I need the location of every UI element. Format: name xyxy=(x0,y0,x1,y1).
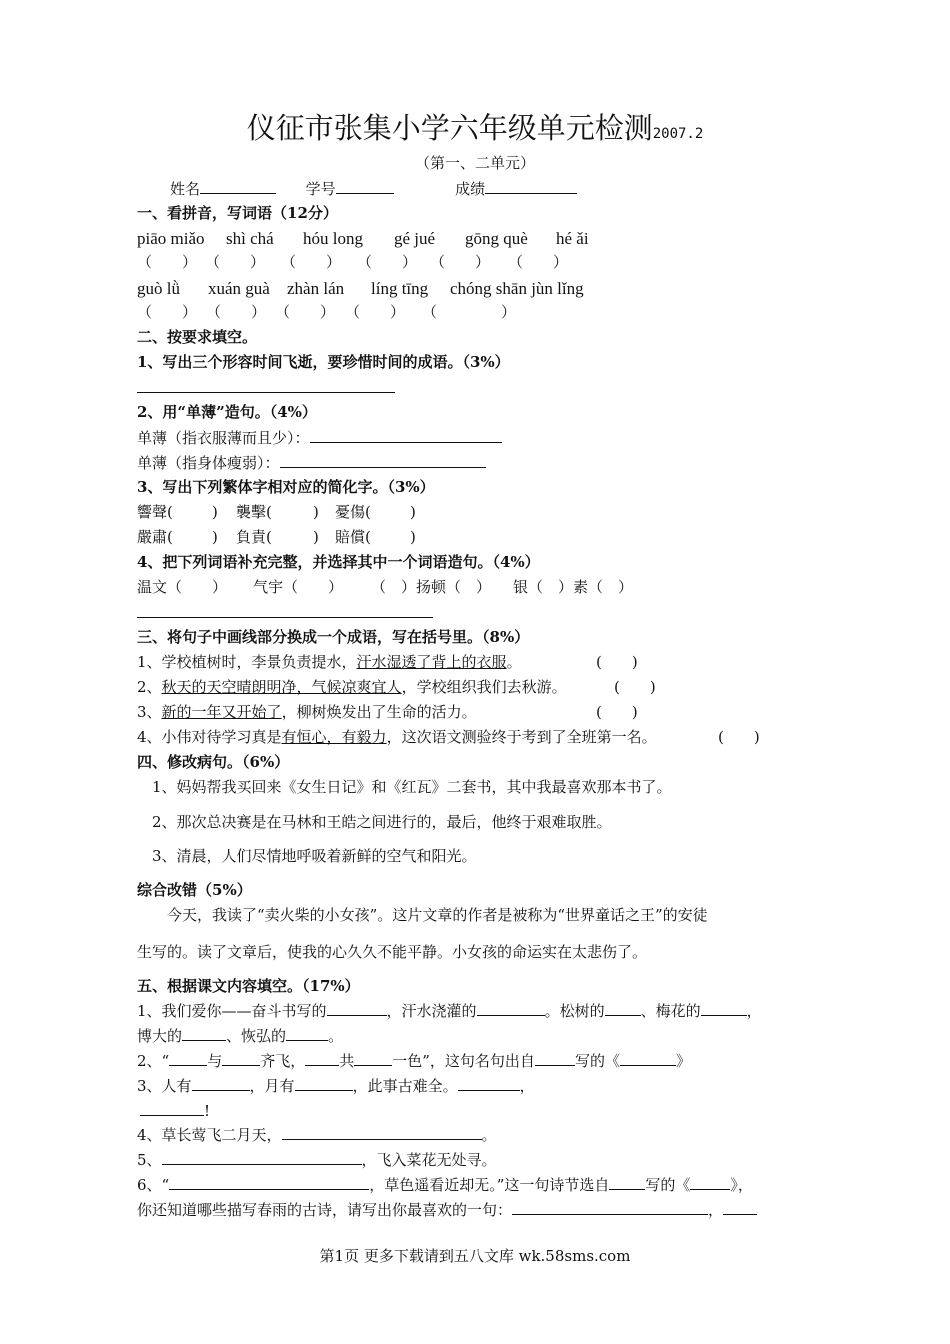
fill-blank[interactable] xyxy=(609,1174,645,1190)
trad-paren: ) xyxy=(212,528,218,546)
pinyin-item: shì chá xyxy=(226,229,274,248)
idiom-item: 温文（ ） xyxy=(137,578,228,596)
fill-blank[interactable] xyxy=(605,1000,641,1016)
id-field[interactable] xyxy=(336,178,394,194)
fill-5-3b: ! xyxy=(140,1100,210,1121)
question-2-2b: 单薄（指身体瘦弱）： xyxy=(137,452,486,473)
fill-blank[interactable] xyxy=(305,1050,339,1066)
sentence-3-4: 4、小伟对待学习真是有恒心，有毅力，这次语文测验终于考到了全班第一名。 xyxy=(137,728,657,746)
answer-blank-wide[interactable]: （ ） xyxy=(422,303,516,321)
trad-paren: ) xyxy=(410,528,416,546)
fill-blank[interactable] xyxy=(222,1050,260,1066)
fill-5-6b: 你还知道哪些描写春雨的古诗，请写出你最喜欢的一句： ， xyxy=(137,1199,757,1220)
pinyin-item: hé ǎi xyxy=(556,229,589,248)
answer-blank[interactable]: （ ） xyxy=(206,303,267,321)
trad-paren: ) xyxy=(313,528,319,546)
fill-blank[interactable] xyxy=(690,1174,730,1190)
fill-blank[interactable] xyxy=(282,1124,482,1140)
trad-paren: ) xyxy=(410,503,416,521)
idiom-item: （ ）扬顿（ ） xyxy=(371,578,492,596)
name-label: 姓名 xyxy=(170,180,201,198)
fill-blank[interactable] xyxy=(354,1050,392,1066)
fill-blank[interactable] xyxy=(140,1100,204,1116)
fill-blank[interactable] xyxy=(620,1050,676,1066)
question-2-1: 1、写出三个形容时间飞逝，要珍惜时间的成语。（3%） xyxy=(137,353,510,371)
fill-blank[interactable] xyxy=(458,1075,520,1091)
fill-5-3: 3、人有 ，月有 ，此事古难全。 ， xyxy=(137,1077,535,1095)
fill-blank[interactable] xyxy=(701,1000,747,1016)
idiom-item: 气宇（ ） xyxy=(253,578,344,596)
pinyin-item: gé jué xyxy=(394,229,436,248)
fill-blank[interactable] xyxy=(723,1199,757,1215)
trad-char: 賠償( xyxy=(335,528,371,546)
fill-blank[interactable] xyxy=(295,1075,353,1091)
answer-blank[interactable]: （ ） xyxy=(275,303,336,321)
trad-char: 嚴肅( xyxy=(137,528,173,546)
id-label: 学号 xyxy=(305,180,336,198)
answer-blank[interactable]: （ ） xyxy=(281,253,342,271)
answer-paren[interactable]: ( ) xyxy=(596,653,638,671)
answer-blank[interactable]: （ ） xyxy=(357,253,418,271)
year-label: 2007.2 xyxy=(652,126,704,142)
trad-paren: ) xyxy=(313,503,319,521)
correction-text-line: 今天，我读了“卖火柴的小女孩”。这片文章的作者是被称为“世界童话之王”的安徒 xyxy=(167,906,708,924)
section-3-heading: 三、将句子中画线部分换成一个成语，写在括号里。（8%） xyxy=(137,628,530,646)
answer-paren[interactable]: ( ) xyxy=(596,703,638,721)
trad-char: 響聲( xyxy=(137,503,173,521)
answer-paren[interactable]: ( ) xyxy=(718,728,760,746)
pinyin-item: chóng shān jùn lǐng xyxy=(450,279,584,298)
fill-blank[interactable] xyxy=(535,1050,575,1066)
fill-blank[interactable] xyxy=(169,1050,207,1066)
student-info-row xyxy=(170,178,577,199)
score-label: 成绩 xyxy=(455,180,486,198)
answer-blank[interactable]: （ ） xyxy=(205,253,266,271)
trad-paren: ) xyxy=(212,503,218,521)
answer-line[interactable] xyxy=(310,427,502,443)
correction-heading: 综合改错（5%） xyxy=(137,881,252,899)
fill-5-6: 6、“ ，草色遥看近却无。”这一句诗节选自 写的《 》， xyxy=(137,1176,753,1194)
answer-line[interactable] xyxy=(280,452,486,468)
section-5-heading: 五、根据课文内容填空。（17%） xyxy=(137,977,360,995)
sick-sentence: 1、妈妈帮我买回来《女生日记》和《红瓦》二套书，其中我最喜欢那本书了。 xyxy=(152,778,672,796)
fill-blank[interactable] xyxy=(162,1149,362,1165)
section-2-heading: 二、按要求填空。 xyxy=(137,328,258,346)
fill-blank[interactable] xyxy=(286,1025,328,1041)
answer-blank[interactable]: （ ） xyxy=(345,303,406,321)
sick-sentence: 3、清晨，人们尽情地呼吸着新鲜的空气和阳光。 xyxy=(152,847,477,865)
fill-blank[interactable] xyxy=(512,1199,708,1215)
fill-5-5: 5、 ，飞入菜花无处寻。 xyxy=(137,1151,497,1169)
fill-5-1: 1、我们爱你——奋斗书写的 ，汗水浇灌的 。松树的 、梅花的 ， xyxy=(137,1002,762,1020)
fill-blank[interactable] xyxy=(327,1000,387,1016)
pinyin-item: gōng què xyxy=(465,229,528,248)
section-4-heading: 四、修改病句。（6%） xyxy=(137,753,290,771)
question-2-2a: 单薄（指衣服薄而且少）： xyxy=(137,427,502,448)
question-2-3: 3、写出下列繁体字相对应的简化字。（3%） xyxy=(137,478,435,496)
answer-line[interactable] xyxy=(137,617,433,618)
page-footer: 第1页 更多下载请到五八文库 wk.58sms.com xyxy=(319,1247,631,1265)
sentence-3-2: 2、秋天的天空晴朗明净，气候凉爽宜人，学校组织我们去秋游。 xyxy=(137,678,567,696)
sentence-3-3: 3、新的一年又开始了，柳树焕发出了生命的活力。 xyxy=(137,703,477,721)
idiom-item: 银（ ）素（ ） xyxy=(513,578,634,596)
answer-blank[interactable]: （ ） xyxy=(137,303,198,321)
pinyin-item: zhàn lán xyxy=(287,279,345,298)
correction-text-line: 生写的。读了文章后，使我的心久久不能平静。小女孩的命运实在太悲伤了。 xyxy=(137,943,648,961)
fill-5-1b: 博大的 、恢弘的 。 xyxy=(137,1027,344,1045)
answer-blank[interactable]: （ ） xyxy=(508,253,569,271)
pinyin-item: líng tīng xyxy=(371,279,429,298)
trad-char: 憂傷( xyxy=(335,503,371,521)
pinyin-item: guò lǜ xyxy=(137,279,180,298)
question-2-2: 2、用“单薄”造句。（4%） xyxy=(137,403,317,421)
trad-char: 負責( xyxy=(236,528,272,546)
page-title: 仪征市张集小学六年级单元检测2007.2 xyxy=(246,111,704,145)
fill-blank[interactable] xyxy=(477,1000,545,1016)
question-2-4: 4、把下列词语补充完整，并选择其中一个词语造句。（4%） xyxy=(137,553,540,571)
score-field[interactable] xyxy=(485,178,577,194)
sick-sentence: 2、那次总决赛是在马林和王皓之间进行的，最后，他终于艰难取胜。 xyxy=(152,813,612,831)
answer-paren[interactable]: ( ) xyxy=(614,678,656,696)
answer-blank[interactable]: （ ） xyxy=(137,253,198,271)
trad-char: 襲擊( xyxy=(236,503,272,521)
pinyin-item: piāo miǎo xyxy=(137,229,205,248)
pinyin-item: hóu long xyxy=(303,229,363,248)
fill-5-2: 2、“ 与 齐飞， 共 一色”，这句名句出自 写的《 》 xyxy=(137,1052,691,1070)
pinyin-item: xuán guà xyxy=(208,279,270,298)
answer-blank[interactable]: （ ） xyxy=(430,253,491,271)
section-1-heading: 一、看拼音，写词语（12分） xyxy=(137,204,338,222)
fill-blank[interactable] xyxy=(169,1174,369,1190)
fill-blank[interactable] xyxy=(182,1025,226,1041)
subtitle: （第一、二单元） xyxy=(414,154,535,172)
name-field[interactable] xyxy=(200,178,276,194)
fill-blank[interactable] xyxy=(192,1075,250,1091)
sentence-3-1: 1、学校植树时，李景负责提水，汗水湿透了背上的衣服。 xyxy=(137,653,522,671)
answer-line[interactable] xyxy=(137,392,395,393)
fill-5-4: 4、草长莺飞二月天， 。 xyxy=(137,1126,497,1144)
